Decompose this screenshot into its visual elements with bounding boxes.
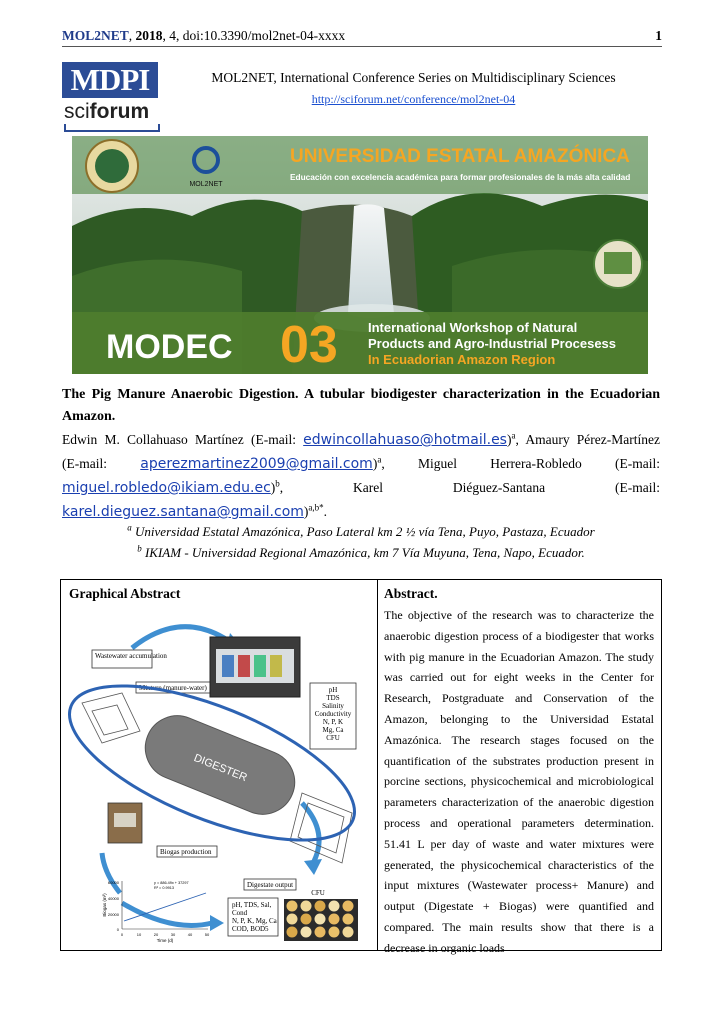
author-line-3: miguel.robledo@ikiam.edu.ec)$^b$, Karel Diéguez-Santana (E-mail: <box>62 478 660 496</box>
banner-image <box>72 136 648 374</box>
affiliation-a <box>62 524 660 540</box>
chart-equation: y = 886.49x + 37297 <box>154 881 189 885</box>
author-3-last-name: Herrera-Robledo <box>490 456 582 471</box>
ytick-4: 0 <box>116 927 119 932</box>
petri-plate <box>315 901 326 912</box>
journal-name: MOL2NET <box>62 28 129 43</box>
chart-r2: R² = 0.9913 <box>154 886 174 890</box>
biogas-label: Biogas production <box>160 848 212 856</box>
xtick-5: 40 <box>187 932 193 937</box>
petri-plate <box>343 927 354 938</box>
logo-bracket <box>64 124 160 132</box>
chart-xlabel: Time (d) <box>156 938 174 943</box>
paper-title: The Pig Manure Anaerobic Digestion. A tubular biodigester characterization in the Ecuadorian Amazon. <box>62 387 660 424</box>
mixture-label: Mixture (manure-water) <box>139 684 207 692</box>
author-3-affiliation: b <box>275 478 280 489</box>
param-in-5: N, P, K <box>322 718 344 726</box>
trend-line <box>124 893 206 921</box>
param-in-3: Salinity <box>322 702 344 710</box>
petri-plate <box>301 927 312 938</box>
journal-year: 2018 <box>135 28 163 43</box>
param-in-1: pH <box>328 686 338 694</box>
petri-plate <box>329 927 340 938</box>
author-1-email-link[interactable]: edwincollahuaso@hotmail.es <box>303 432 507 448</box>
email-label: E-mail: <box>619 456 661 471</box>
author-line-4: karel.dieguez.santana@gmail.com)$^{a,b*}$. <box>62 502 328 520</box>
author-list <box>62 428 660 524</box>
ytick-3: 20000 <box>107 912 119 917</box>
cfu-plates <box>287 901 354 938</box>
param-out-4: COD, BOD5 <box>232 925 269 933</box>
petri-plate <box>301 901 312 912</box>
param-in-4: Conductivity <box>314 710 352 718</box>
digester-label: DIGESTER <box>192 751 249 785</box>
param-out-2: Cond <box>232 909 248 917</box>
graphical-abstract <box>62 603 376 949</box>
abstract-text: The objective of the research was to characterize the anaerobic digestion process of a biodigester that works with pig manure in the Ecuadorian Amazon. The study was carried out for eight weeks in the Center for Research, Postgraduate and Conservation of the Amazon, belonging to the Universidad Estatal Amazónica. The research stages focused on the quantification of the substrates production present in porcine sections, physicochemical and microbiological parameters characterization of the anaerobic digestion process and operational parameters determination. 51.41 L per day of waste and water mixtures were generated, the physicochemical characteristics of the input mixtures (Wastewater process+ Manure) and output (Digestate + Biogas) were quantified and compared. The main results show that there is a decrease in organic loads <box>384 608 654 955</box>
digestate-label: Digestate output <box>247 881 294 889</box>
building-outline-left <box>82 693 140 743</box>
author-4-email-link[interactable]: karel.dieguez.santana@gmail.com <box>62 504 304 520</box>
author-3-email-link[interactable]: miguel.robledo@ikiam.edu.ec <box>62 480 271 496</box>
author-2-name: Amaury Pérez-Martínez <box>525 432 660 447</box>
mdpi-sciforum-logo <box>62 62 158 130</box>
journal-doi: , 4, doi:10.3390/mol2net-04-xxxx <box>162 28 346 43</box>
page-number: 1 <box>655 28 662 43</box>
mdpi-logo-text: MDPI <box>70 62 150 97</box>
abstract-heading: Abstract. <box>384 586 438 601</box>
banner-number: 03 <box>280 316 338 374</box>
xtick-3: 20 <box>153 932 159 937</box>
petri-plate <box>343 914 354 925</box>
mol2net-banner-label: MOL2NET <box>189 181 223 188</box>
author-3-first-name: Miguel <box>417 456 457 471</box>
param-in-6: Mg, Ca <box>322 726 344 734</box>
petri-plate <box>315 914 326 925</box>
author-1-name: Edwin M. Collahuaso Martínez <box>62 432 244 447</box>
affiliation-b-mark: b <box>137 543 142 554</box>
chart-ylabel: Biogas (m³) <box>102 893 107 917</box>
petri-plate <box>287 927 298 938</box>
author-line-2: (E-mail: aperezmartinez2009@gmail.com)$^a$, Miguel Herrera-Robledo (E-mail: <box>62 454 661 472</box>
author-4-last-name: Diéguez-Santana <box>452 480 546 495</box>
sci-part: sci <box>64 100 90 123</box>
xtick-1: 0 <box>120 932 124 937</box>
author-4-affiliation: a,b* <box>308 502 324 513</box>
affiliation-b-text: IKIAM - Universidad Regional Amazónica, km 7 Vía Muyuna, Tena, Napo, Ecuador. <box>144 545 585 560</box>
param-in-2: TDS <box>326 694 340 702</box>
param-out-3: N, P, K, Mg, Ca <box>232 917 277 925</box>
email-label: E-mail: <box>255 432 296 447</box>
author-line-1: Edwin M. Collahuaso Martínez (E-mail: edwincollahuaso@hotmail.es)$^a$, Amaury Pérez-Martínez <box>62 430 660 448</box>
affiliation-b <box>62 545 660 561</box>
cfu-label: CFU <box>311 889 325 897</box>
banner-motto: Educación con excelencia académica para formar profesionales de la más alta calidad <box>290 172 631 182</box>
abstract-table-divider <box>377 579 378 951</box>
author-1-affiliation: a <box>511 430 516 441</box>
arrow-right <box>302 803 319 865</box>
banner-university: UNIVERSIDAD ESTATAL AMAZÓNICA <box>290 146 630 167</box>
param-out-1: pH, TDS, Sal, <box>232 901 272 909</box>
banner-workshop-line2: Products and Agro-Industrial Procesess <box>368 336 617 351</box>
conference-series: MOL2NET, International Conference Series on Multidisciplinary Sciences <box>211 70 616 85</box>
header-rule <box>62 46 662 47</box>
xtick-4: 30 <box>170 932 176 937</box>
banner-modec: MODEC <box>106 328 233 366</box>
ytick-1: 60000 <box>107 880 119 885</box>
running-head <box>62 28 662 44</box>
forum-part: forum <box>89 100 150 123</box>
banner-workshop-line1: International Workshop of Natural <box>368 320 578 335</box>
petri-plate <box>287 914 298 925</box>
email-label: E-mail: <box>66 456 107 471</box>
email-label: E-mail: <box>619 480 660 495</box>
affiliation-a-mark: a <box>127 522 132 533</box>
comma: , <box>128 28 136 43</box>
graphical-abstract-figure <box>62 603 376 949</box>
petri-plate <box>287 901 298 912</box>
petri-plate <box>329 914 340 925</box>
petri-plate <box>315 927 326 938</box>
author-2-email-link[interactable]: aperezmartinez2009@gmail.com <box>140 456 373 472</box>
petri-plate <box>301 914 312 925</box>
xtick-6: 50 <box>204 932 210 937</box>
sciforum-logo-text <box>64 100 149 124</box>
petri-plate <box>329 901 340 912</box>
banner-workshop-line3: In Ecuadorian Amazon Region <box>368 352 556 367</box>
ytick-2: 40000 <box>107 896 119 901</box>
affiliation-a-text: Universidad Estatal Amazónica, Paso Lateral km 2 ½ vía Tena, Puyo, Pastaza, Ecuador <box>135 524 595 539</box>
author-2-affiliation: a <box>377 454 382 465</box>
building-outline-right <box>290 793 352 863</box>
param-in-7: CFU <box>326 734 340 742</box>
author-4-first-name: Karel <box>353 480 384 495</box>
wastewater-label: Wastewater accumulation <box>95 652 167 660</box>
conference-banner <box>72 136 648 374</box>
xtick-2: 10 <box>136 932 142 937</box>
conference-url-link[interactable]: http://sciforum.net/conference/mol2net-04 <box>311 92 516 106</box>
arrow-left <box>102 853 120 893</box>
graphical-abstract-heading: Graphical Abstract <box>69 586 181 601</box>
petri-plate <box>343 901 354 912</box>
